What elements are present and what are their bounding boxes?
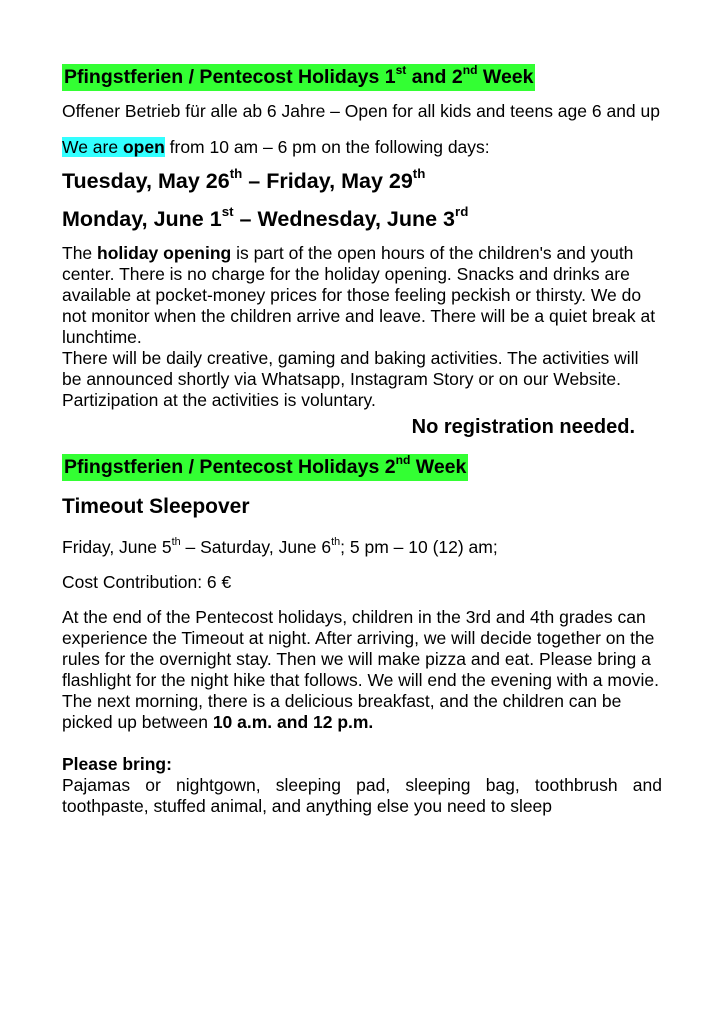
section1-heading-end: Week: [477, 66, 534, 88]
sleepover-date-b: – Saturday, June 6: [180, 537, 332, 557]
sleepover-body-2-pre: The next morning, there is a delicious breakfast, and the children can be picked up between: [62, 691, 622, 732]
sleepover-date-sup-a: th: [171, 535, 181, 548]
sleepover-date-c: ; 5 pm – 10 (12) am;: [340, 537, 498, 557]
body1-bold: holiday opening: [97, 243, 232, 263]
dates2-sup-a: st: [221, 203, 234, 219]
dates1-b: – Friday, May 29: [242, 169, 413, 193]
sleepover-body-1: At the end of the Pentecost holidays, children in the 3rd and 4th grades can experience the Timeout at night. After arriving, we will decide together on the rules for the overnight stay. Then we will make pizza and eat. Please bring a flashlight for the night hike that follows. We will end the evening with a movie.: [62, 607, 659, 690]
section1-heading: [62, 64, 535, 91]
sleepover-date-line: [62, 537, 662, 558]
section1-heading-wrap: [62, 64, 662, 91]
open-highlight-b: open: [122, 137, 165, 157]
section2-heading-end: Week: [410, 456, 467, 478]
section2-heading: [62, 454, 468, 481]
sleepover-body-2: [62, 691, 662, 733]
dates1-a: Tuesday, May 26: [62, 169, 230, 193]
body1-rest: is part of the open hours of the children's and youth center. There is no charge for the holiday opening. Snacks and drinks are available at pocket-money prices for those feeling peckish or thirsty. We do not monitor when the children arrive and leave. There will be a quiet break at lunchtime.: [62, 243, 656, 347]
sleepover-date-a: Friday, June 5: [62, 537, 172, 557]
please-bring-label-text: Please bring:: [62, 754, 172, 774]
dates1-sup-a: th: [229, 165, 243, 181]
dates-line-1: [62, 167, 662, 195]
section1-heading-sup2: nd: [462, 62, 478, 77]
sleepover-body-2-bold: 10 a.m. and 12 p.m.: [212, 712, 374, 732]
dates2-b: – Wednesday, June 3: [233, 207, 456, 231]
dates1-sup-b: th: [412, 165, 426, 181]
body1-pre: The: [62, 243, 98, 263]
flyer-page: [62, 58, 662, 817]
open-highlight: [62, 137, 165, 157]
please-bring-list: Pajamas or nightgown, sleeping pad, sleeping bag, toothbrush and toothpaste, stuffed animal, and anything else you need to sleep: [62, 775, 662, 816]
section2-heading-text: Pfingstferien / Pentecost Holidays 2: [64, 456, 396, 478]
dates2-a: Monday, June 1: [62, 207, 222, 231]
open-hours-rest: from 10 am – 6 pm on the following days:: [164, 137, 490, 157]
section2-heading-sup: nd: [395, 452, 411, 467]
dates-line-2: [62, 205, 662, 233]
section1-heading-text: Pfingstferien / Pentecost Holidays 1: [64, 66, 396, 88]
holiday-body-1: [62, 243, 662, 348]
sleepover-title: Timeout Sleepover: [62, 495, 250, 518]
holiday-body-2: There will be daily creative, gaming and baking activities. The activities will be announced shortly via Whatsapp, Instagram Story or on our Website. Partizipation at the activities is voluntary.: [62, 348, 639, 410]
section1-heading-mid: and 2: [406, 66, 463, 88]
open-highlight-a: We are: [62, 137, 123, 157]
section1-heading-sup1: st: [395, 62, 407, 77]
please-bring-label: [62, 754, 662, 775]
no-registration-note: No registration needed.: [411, 416, 635, 438]
intro-text: Offener Betrieb für alle ab 6 Jahre – Open for all kids and teens age 6 and up: [62, 101, 660, 121]
dates2-sup-b: rd: [455, 203, 469, 219]
open-hours-line: [62, 137, 662, 158]
sleepover-date-sup-b: th: [331, 535, 341, 548]
cost-contribution: Cost Contribution: 6 €: [62, 572, 232, 592]
section2-heading-wrap: [62, 454, 662, 481]
